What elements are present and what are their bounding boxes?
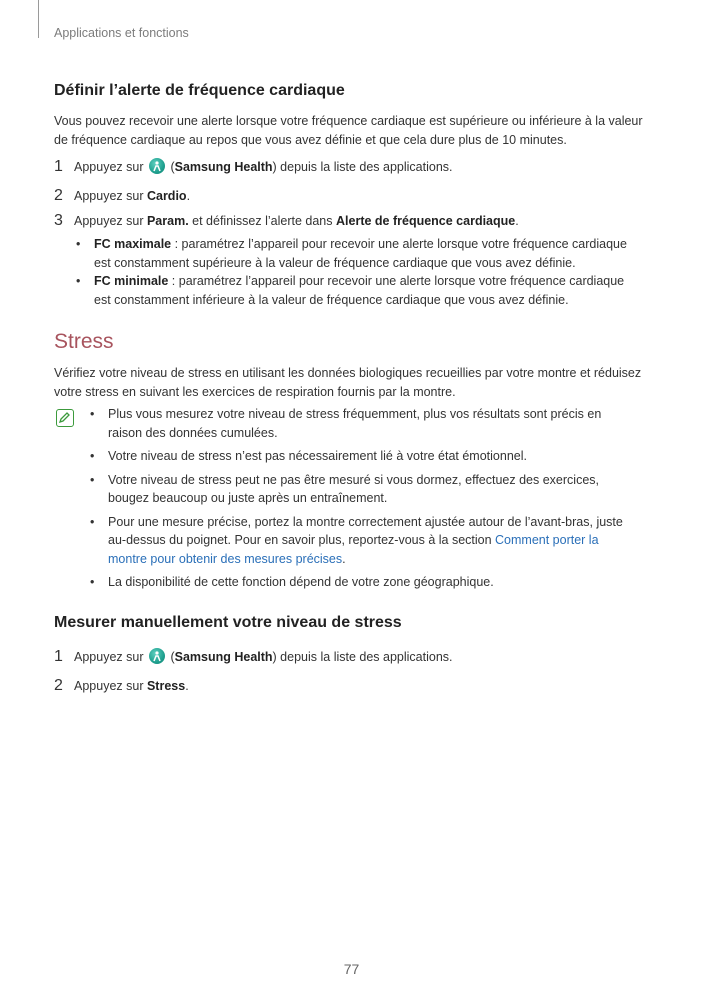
list-item: • Votre niveau de stress peut ne pas être mesuré si vous dormez, effectuez des exercices, bougez beaucoup ou juste après un entraînement. [90, 471, 638, 508]
step-number: 2 [54, 677, 63, 694]
bullet-text: : paramétrez l’appareil pour recevoir une alerte lorsque votre fréquence cardiaque est constamment supérieure à la valeur de fréquence cardiaque que vous avez définie. [94, 237, 627, 270]
list-item: • Pour une mesure précise, portez la montre correctement ajustée autour de l’avant-bras, juste au-dessus du poignet. Pour en savoir plus, reportez-vous à la section Comment porter la montre pour obtenir des mesures précises. [90, 514, 623, 566]
step-text: Appuyez sur [74, 679, 144, 693]
step-text: . [186, 189, 191, 203]
step-number: 3 [54, 212, 63, 229]
list-item: • FC maximale : paramétrez l’appareil pour recevoir une alerte lorsque votre fréquence cardiaque est constamment supérieure à la valeur de fréquence cardiaque que vous avez définie. [76, 237, 627, 270]
app-name-samsung-health: Samsung Health [174, 160, 273, 174]
note-text: Plus vous mesurez votre niveau de stress fréquemment, plus vos résultats sont précis en raison des données cumulées. [108, 407, 602, 440]
header-divider [38, 0, 39, 38]
note-text: Votre niveau de stress peut ne pas être mesuré si vous dormez, effectuez des exercices, bougez beaucoup ou juste après un entraînement. [108, 472, 599, 505]
page-number: 77 [343, 961, 360, 977]
note-text: . [342, 551, 346, 566]
samsung-health-icon [149, 648, 165, 664]
running-head: Applications et fonctions [54, 26, 189, 40]
link-wear-watch[interactable]: Comment porter la montre pour obtenir des mesures précises [108, 533, 599, 566]
step-text: Appuyez sur [74, 214, 144, 228]
note-text: Pour une mesure précise, portez la montre correctement ajustée autour de l’avant-bras, juste au-dessus du poignet. Pour en savoir plus, reportez-vous à la section [108, 514, 623, 547]
step-text: et définissez l’alerte dans [192, 214, 333, 228]
menu-cardio: Cardio [146, 189, 187, 203]
step-text: ) depuis la liste des applications. [272, 650, 453, 664]
list-item: • Votre niveau de stress n’est pas nécessairement lié à votre état émotionnel. [90, 447, 638, 466]
menu-param: Param. [146, 214, 189, 228]
list-item: • La disponibilité de cette fonction dépend de votre zone géographique. [90, 573, 638, 592]
term-fc-max: FC maximale [94, 237, 172, 251]
step-text: . [185, 679, 189, 693]
samsung-health-icon [149, 158, 165, 174]
step-text: . [515, 214, 519, 228]
term-fc-min: FC minimale [94, 274, 169, 288]
note-text: La disponibilité de cette fonction dépend de votre zone géographique. [108, 575, 494, 589]
step-text: Appuyez sur [74, 160, 144, 174]
step-number: 1 [54, 648, 63, 665]
step-3-heart-alert [54, 212, 644, 231]
section-intro-heart-alert: Vous pouvez recevoir une alerte lorsque votre fréquence cardiaque est supérieure ou inférieure à la valeur de fréquence cardiaque au repos que vous avez définie et que cela dure plus de 10 minutes. [54, 114, 643, 147]
heart-alert-bullets [76, 235, 644, 309]
menu-stress: Stress [146, 679, 186, 693]
section-title-stress: Stress [54, 330, 114, 353]
step-text: Appuyez sur [74, 189, 144, 203]
list-item: • FC minimale : paramétrez l’appareil pour recevoir une alerte lorsque votre fréquence cardiaque est constamment inférieure à la valeur de fréquence cardiaque que vous avez définie. [76, 274, 625, 307]
step-number: 1 [54, 158, 63, 175]
bullet-text: : paramétrez l’appareil pour recevoir une alerte lorsque votre fréquence cardiaque est constamment inférieure à la valeur de fréquence cardiaque que vous avez définie. [94, 274, 625, 307]
menu-heart-rate-alert: Alerte de fréquence cardiaque [336, 214, 516, 228]
step-2-heart-alert [54, 187, 644, 206]
section-title-manual-stress: Mesurer manuellement votre niveau de stress [54, 614, 402, 631]
stress-notes [90, 405, 638, 592]
note-text: Votre niveau de stress n’est pas nécessairement lié à votre état émotionnel. [108, 449, 527, 463]
step-1-heart-alert: 1 Appuyez sur (Samsung Health) depuis la liste des applications. [54, 158, 453, 175]
step-text: Appuyez sur [74, 650, 144, 664]
note-pencil-icon [56, 409, 74, 427]
step-1-manual-stress: 1 Appuyez sur (Samsung Health) depuis la liste des applications. [54, 648, 453, 665]
step-number: 2 [54, 187, 63, 204]
list-item: • Plus vous mesurez votre niveau de stress fréquemment, plus vos résultats sont précis en raison des données cumulées. [90, 405, 638, 442]
section-intro-stress: Vérifiez votre niveau de stress en utilisant les données biologiques recueillies par votre montre et réduisez votre stress en suivant les exercices de respiration fournis par la montre. [54, 366, 642, 399]
app-name-samsung-health: Samsung Health [174, 650, 273, 664]
step-2-manual-stress [54, 677, 644, 696]
step-text: ) depuis la liste des applications. [272, 160, 453, 174]
section-title-heart-alert: Définir l’alerte de fréquence cardiaque [54, 82, 345, 99]
